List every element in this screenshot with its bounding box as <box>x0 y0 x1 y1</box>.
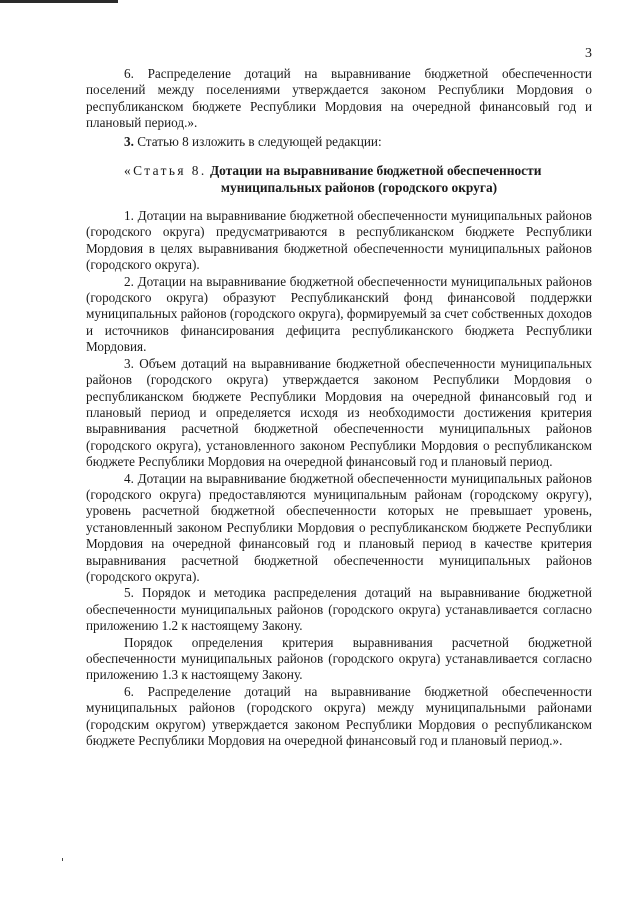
margin-speck <box>62 858 63 861</box>
page-number: 3 <box>585 46 592 61</box>
amendment-item-3 <box>86 134 592 150</box>
article-heading <box>86 162 592 196</box>
article-paragraph-6: 6. Распределение дотаций на выравнивание бюджетной обеспеченности муниципальных районов (городского округа) между муниципальными районами (городским округом) утверждается законом Республики Мордовия о республиканском бюджете Республики Мордовия на очередной финансовый год и плановый период.». <box>86 683 592 749</box>
article-paragraph-1: 1. Дотации на выравнивание бюджетной обеспеченности муниципальных районов (городского округа) предусматриваются в республиканском бюджете Республики Мордовия в целях выравнивания бюджетной обеспеченности муниципальных районов (городского округа). <box>86 208 592 273</box>
scan-edge-mark <box>0 0 118 3</box>
article-prefix: «Статья 8. <box>124 163 207 179</box>
article-paragraph-5-criterion: Порядок определения критерия выравнивания расчетной бюджетной обеспеченности муниципальных районов (городского округа) устанавливается согласно приложению 1.3 к настоящему Закону. <box>86 634 592 683</box>
article-paragraph-4: 4. Дотации на выравнивание бюджетной обеспеченности муниципальных районов (городского округа) предоставляются муниципальным районам (городскому округу), уровень расчетной бюджетной обеспеченности которых не превышает уровень, установленный законом Республики Мордовия о республиканском бюджете Республики Мордовия на очередной финансовый год и плановый период в качестве критерия выравнивания расчетной бюджетной обеспеченности муниципальных районов (городского округа). <box>86 470 592 584</box>
article-paragraph-5: 5. Порядок и методика распределения дотаций на выравнивание бюджетной обеспеченности муниципальных районов (городского округа) устанавливается согласно приложению 1.2 к настоящему Закону. <box>86 585 592 634</box>
document-body <box>86 66 592 749</box>
article-paragraph-3: 3. Объем дотаций на выравнивание бюджетной обеспеченности муниципальных районов (городского округа) утверждается законом Республики Мордовия о республиканском бюджете Республики Мордовия на очередной финансовый год и плановый период и определяется исходя из необходимости достижения критерия выравнивания расчетной бюджетной обеспеченности муниципальных районов (городского округа), установленного законом Республики Мордовия о республиканском бюджете Республики Мордовия на очередной финансовый год и плановый период. <box>86 355 592 470</box>
article-title-line2: муниципальных районов (городского округа) <box>220 180 498 196</box>
amendment-item-3-number: 3. <box>124 133 134 149</box>
article-title-line1: Дотации на выравнивание бюджетной обеспеченности <box>209 163 542 179</box>
amendment-item-3-text: Статью 8 изложить в следующей редакции: <box>133 133 382 149</box>
article-paragraph-2: 2. Дотации на выравнивание бюджетной обеспеченности муниципальных районов (городского округа) образуют Республиканский фонд финансовой поддержки муниципальных районов (городского округа), формируемый за счет собственных доходов и источников финансирования дефицита республиканского бюджета Республики Мордовия. <box>86 273 593 355</box>
intro-paragraph-6: 6. Распределение дотаций на выравнивание бюджетной обеспеченности поселений между поселениями утверждается законом Республики Мордовия о республиканском бюджете Республики Мордовия на очередной финансовый год и плановый период.». <box>86 66 592 131</box>
